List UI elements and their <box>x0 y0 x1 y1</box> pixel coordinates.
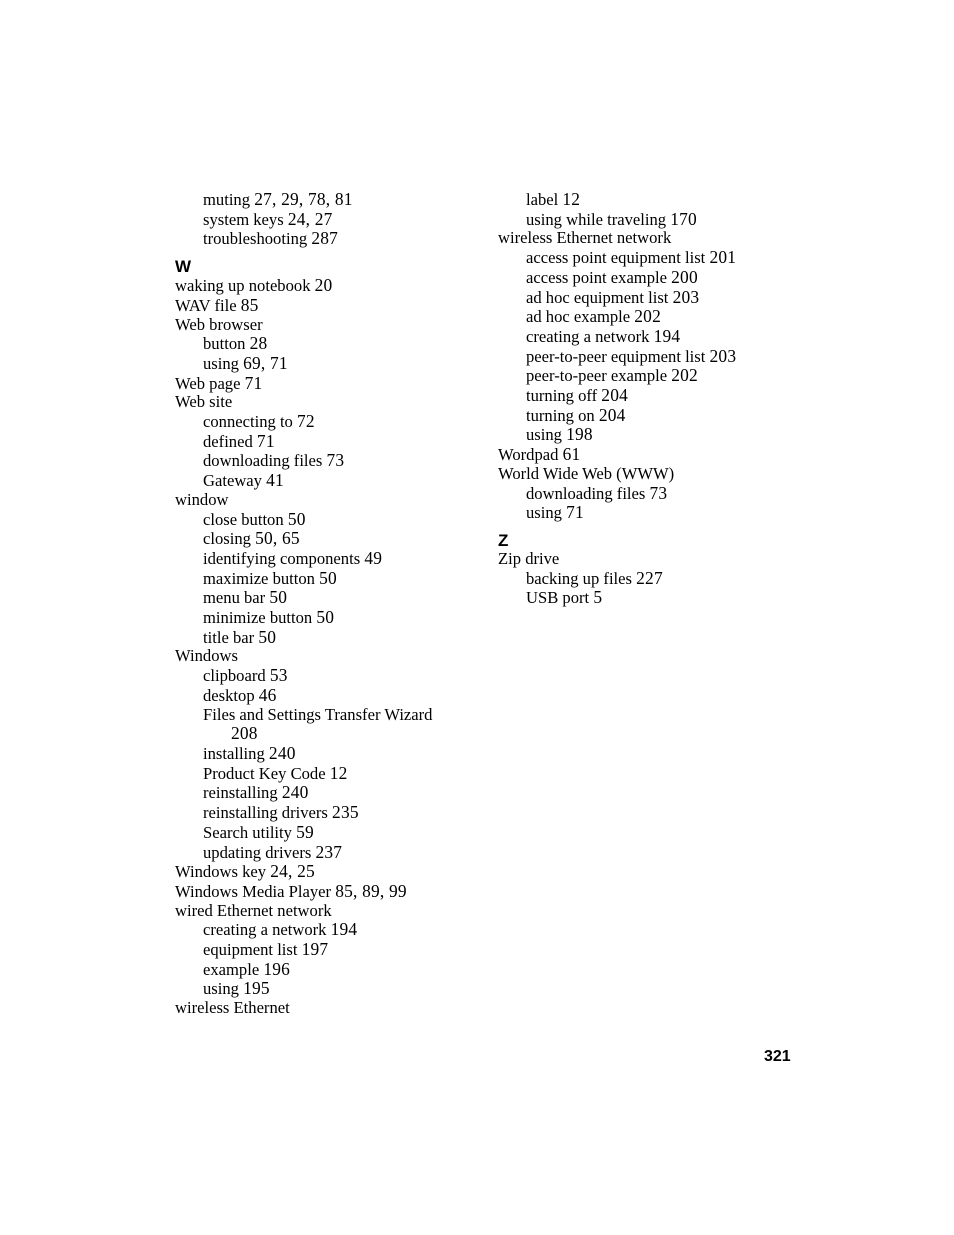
index-page-refs: 61 <box>562 444 581 465</box>
index-entry <box>175 647 475 666</box>
index-term: Web browser <box>175 314 263 334</box>
index-subentry <box>175 706 475 725</box>
index-term: installing <box>203 743 265 763</box>
index-term: using <box>203 353 239 373</box>
index-page-refs: 50 <box>316 607 335 628</box>
index-subentry <box>175 744 475 764</box>
index-page-refs: 201 <box>709 247 737 268</box>
index-subentry <box>175 471 475 491</box>
index-term: close button <box>203 509 284 529</box>
index-term: clipboard <box>203 666 266 686</box>
index-subentry <box>175 764 475 784</box>
index-subentry <box>498 268 798 288</box>
index-page-refs: 202 <box>634 306 661 327</box>
index-subentry <box>175 843 475 863</box>
index-subentry <box>175 940 475 960</box>
index-term: muting <box>203 190 251 209</box>
index-term: example <box>203 959 260 979</box>
index-term: turning off <box>526 386 598 406</box>
index-term: label <box>526 190 559 209</box>
index-term: wireless Ethernet network <box>498 228 672 248</box>
index-page-refs: 170 <box>670 208 697 229</box>
index-page-refs: 59 <box>296 821 314 842</box>
index-subentry <box>498 406 798 426</box>
index-term: connecting to <box>203 412 293 432</box>
index-page-refs: 194 <box>653 325 681 346</box>
index-page-refs: 203 <box>709 345 737 366</box>
index-subentry <box>498 503 798 523</box>
index-subentry <box>175 210 475 230</box>
index-column-right <box>498 190 798 608</box>
index-page-refs: 20 <box>314 275 333 296</box>
index-entry <box>498 445 798 465</box>
index-term: system keys <box>203 209 284 229</box>
index-subentry <box>175 979 475 999</box>
index-page-refs: 69, 71 <box>243 352 288 373</box>
index-page-refs: 46 <box>258 684 277 705</box>
index-page-refs: 71 <box>256 430 275 451</box>
index-term: WAV file <box>175 295 237 315</box>
index-term: Web page <box>175 373 241 393</box>
index-subentry <box>175 412 475 432</box>
index-subentry <box>175 588 475 608</box>
index-page-refs: 41 <box>266 470 284 491</box>
index-term: minimize button <box>203 608 313 628</box>
index-page-refs: 198 <box>566 424 593 445</box>
index-term: Web site <box>175 392 233 412</box>
index-subentry <box>175 334 475 354</box>
index-page-refs: 24, 27 <box>287 208 333 229</box>
index-entry <box>175 316 475 335</box>
index-page-refs: 5 <box>593 587 603 608</box>
index-term: menu bar <box>203 588 266 608</box>
index-subentry <box>175 451 475 471</box>
index-subentry <box>175 724 475 744</box>
index-term: ad hoc equipment list <box>526 287 669 307</box>
index-subentry <box>175 628 475 648</box>
index-term: Product Key Code <box>203 763 326 783</box>
index-subentry <box>498 327 798 347</box>
index-page-refs: 208 <box>231 723 258 744</box>
index-term: downloading files <box>203 451 323 471</box>
index-term: waking up notebook <box>175 276 311 296</box>
page-number: 321 <box>764 1048 791 1065</box>
index-term: ad hoc example <box>526 307 631 327</box>
index-column-left <box>175 190 475 1018</box>
index-entry <box>175 999 475 1018</box>
index-subentry <box>498 288 798 308</box>
index-term: closing <box>203 529 251 549</box>
index-entry <box>175 862 475 882</box>
index-page-refs: 50 <box>319 567 337 588</box>
index-subentry <box>175 229 475 249</box>
index-page-refs: 28 <box>249 333 268 354</box>
index-term: USB port <box>526 588 590 608</box>
index-subentry <box>498 588 798 608</box>
index-page-refs: 204 <box>598 404 626 425</box>
index-subentry <box>498 347 798 367</box>
index-entry <box>175 276 475 296</box>
index-subentry <box>498 484 798 504</box>
index-term: downloading files <box>526 483 646 503</box>
index-entry <box>175 902 475 921</box>
index-subentry <box>175 510 475 530</box>
index-page-refs: 197 <box>301 939 329 960</box>
index-page-refs: 85 <box>240 294 259 315</box>
index-page-refs: 50 <box>287 508 306 529</box>
index-page-refs: 202 <box>671 365 698 386</box>
index-term: desktop <box>203 685 255 705</box>
index-term: access point equipment list <box>526 248 706 268</box>
index-entry <box>175 882 475 902</box>
index-subentry <box>498 248 798 268</box>
index-term: button <box>203 334 246 354</box>
index-page-refs: 227 <box>636 567 663 588</box>
index-entry <box>498 550 798 569</box>
index-page-refs: 27, 29, 78, 81 <box>254 189 353 209</box>
index-term: backing up files <box>526 568 632 588</box>
index-subentry <box>498 366 798 386</box>
index-letter-heading: W <box>175 257 192 277</box>
index-term: using while traveling <box>526 209 667 229</box>
index-page-refs: 73 <box>649 482 668 503</box>
index-term: turning on <box>526 405 595 425</box>
index-term: Zip drive <box>498 548 560 568</box>
index-entry <box>498 229 798 248</box>
index-page-refs: 237 <box>315 841 343 862</box>
index-page-refs: 195 <box>243 978 270 999</box>
index-subentry <box>175 666 475 686</box>
index-entry <box>498 465 798 484</box>
index-subentry <box>175 960 475 980</box>
index-term: title bar <box>203 627 255 647</box>
index-term: reinstalling <box>203 783 278 803</box>
index-term: reinstalling drivers <box>203 803 328 823</box>
index-page-refs: 24, 25 <box>270 861 315 882</box>
index-page-refs: 50 <box>258 626 277 647</box>
index-subentry <box>175 823 475 843</box>
index-term: maximize button <box>203 568 315 588</box>
index-subentry <box>498 210 798 230</box>
index-term: World Wide Web (WWW) <box>498 463 675 483</box>
index-page-refs: 72 <box>297 411 315 432</box>
index-term: Wordpad <box>498 445 559 465</box>
index-page-refs: 49 <box>364 547 383 568</box>
index-subentry <box>175 608 475 628</box>
index-term: wireless Ethernet <box>175 998 290 1018</box>
index-page-refs: 194 <box>330 919 358 940</box>
index-page-refs: 50, 65 <box>255 528 300 549</box>
index-page-refs: 287 <box>311 228 339 249</box>
index-term: creating a network <box>526 326 650 346</box>
index-page-refs: 12 <box>329 762 348 783</box>
index-subentry <box>175 569 475 589</box>
index-page-refs: 196 <box>263 958 291 979</box>
index-subentry <box>498 307 798 327</box>
index-term: peer-to-peer example <box>526 366 668 386</box>
index-term: Windows <box>175 646 238 666</box>
index-subentry <box>175 190 475 210</box>
index-page-refs: 240 <box>281 782 309 803</box>
index-page-refs: 50 <box>269 587 288 608</box>
index-term: Windows Media Player <box>175 881 332 901</box>
index-term: defined <box>203 431 253 451</box>
index-subentry <box>175 549 475 569</box>
index-page-refs: 12 <box>562 189 581 209</box>
index-subentry <box>175 354 475 374</box>
index-entry <box>175 296 475 316</box>
index-subentry <box>498 569 798 589</box>
index-subentry <box>175 529 475 549</box>
index-entry <box>175 393 475 412</box>
index-term: troubleshooting <box>203 229 308 249</box>
index-term: creating a network <box>203 920 327 940</box>
index-page-refs: 204 <box>601 385 628 406</box>
index-term: peer-to-peer equipment list <box>526 346 706 366</box>
index-page-refs: 71 <box>244 372 263 393</box>
index-term: using <box>526 503 562 523</box>
index-page-refs: 53 <box>269 665 288 686</box>
index-page-refs: 71 <box>566 502 584 523</box>
index-term: Windows key <box>175 862 267 882</box>
index-subentry <box>175 920 475 940</box>
index-entry <box>175 491 475 510</box>
index-subentry <box>498 190 798 210</box>
index-subentry <box>175 803 475 823</box>
index-entry <box>175 374 475 394</box>
index-term: Files and Settings Transfer Wizard <box>203 704 433 724</box>
index-term: wired Ethernet network <box>175 900 332 920</box>
index-term: Search utility <box>203 822 292 842</box>
index-term: using <box>526 425 562 445</box>
index-letter-heading: Z <box>498 530 509 550</box>
index-subentry <box>175 686 475 706</box>
index-page-refs: 240 <box>268 742 296 763</box>
index-subentry <box>498 386 798 406</box>
index-term: access point example <box>526 267 667 287</box>
index-subentry <box>498 425 798 445</box>
index-page-refs: 235 <box>332 802 359 823</box>
index-subentry <box>175 783 475 803</box>
index-page-refs: 200 <box>671 266 698 287</box>
index-term: window <box>175 489 229 509</box>
index-subentry <box>175 432 475 452</box>
index-page-refs: 203 <box>672 286 700 307</box>
index-page-refs: 85, 89, 99 <box>335 880 407 901</box>
index-term: updating drivers <box>203 842 312 862</box>
index-term: using <box>203 979 239 999</box>
index-term: Gateway <box>203 471 262 491</box>
index-term: identifying components <box>203 548 361 568</box>
index-page-refs: 73 <box>326 450 345 471</box>
index-term: equipment list <box>203 940 298 960</box>
